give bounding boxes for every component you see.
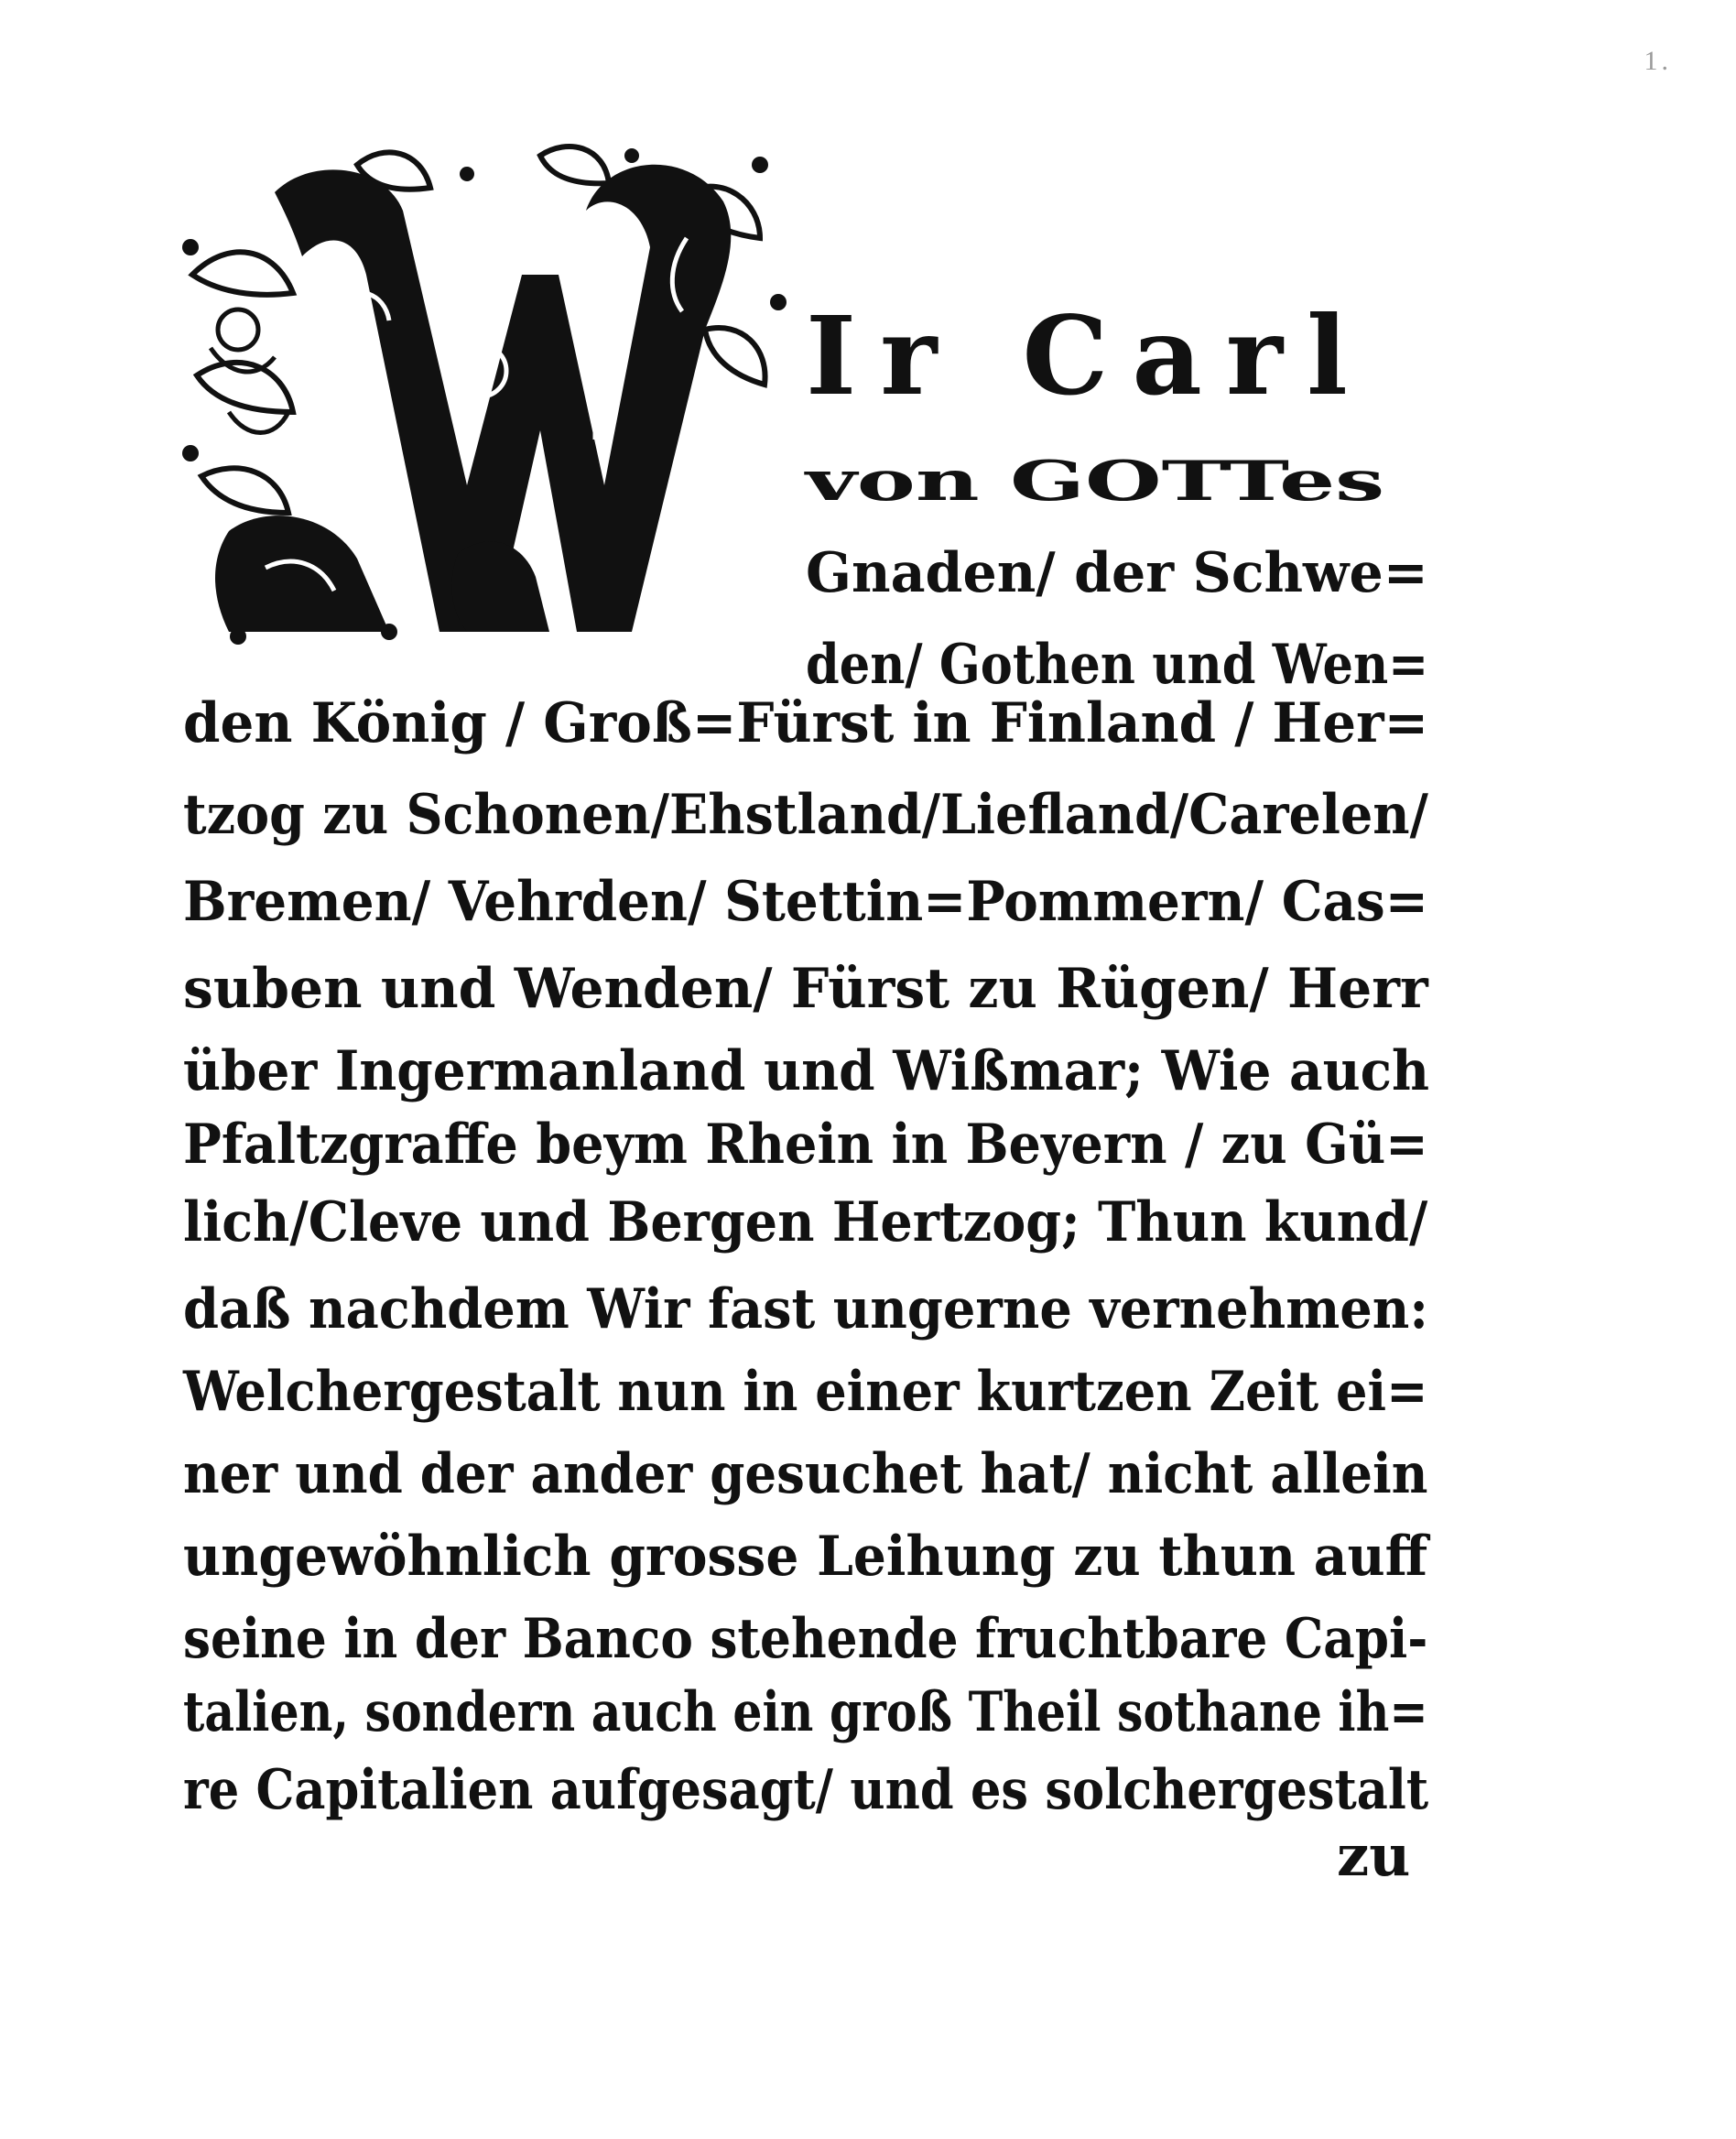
text-line: suben und Wenden/ Fürst zu Rügen/ Herr bbox=[183, 957, 1428, 1021]
text-line: den/ Gothen und Wen= bbox=[806, 633, 1429, 697]
text-line: lich/Cleve und Bergen Hertzog; Thun kund/ bbox=[183, 1190, 1428, 1254]
decorated-initial-w-icon bbox=[174, 137, 797, 655]
text-line: ungewöhnlich grosse Leihung zu thun auff bbox=[183, 1525, 1428, 1589]
heading-line: Ir Carl bbox=[806, 292, 1372, 419]
text-line: Welchergestalt nun in einer kurtzen Zeit ei= bbox=[183, 1360, 1428, 1424]
text-line: re Capitalien aufgesagt/ und es solchergestalt bbox=[183, 1758, 1429, 1822]
text-line: über Ingermanland und Wißmar; Wie auch bbox=[183, 1039, 1430, 1103]
catchword: zu bbox=[1337, 1822, 1411, 1889]
page-corner-mark: 1. bbox=[1644, 46, 1672, 76]
text-line: tzog zu Schonen/Ehstland/Liefland/Carelen/ bbox=[183, 783, 1428, 847]
text-line: von GOTTes bbox=[806, 450, 1385, 514]
text-line: daß nachdem Wir fast ungerne vernehmen: bbox=[183, 1277, 1428, 1341]
text-line: Pfaltzgraffe beym Rhein in Beyern / zu Gü= bbox=[183, 1113, 1428, 1177]
text-line: den König / Groß=Fürst in Finland / Her= bbox=[183, 691, 1429, 755]
text-line: ner und der ander gesuchet hat/ nicht allein bbox=[183, 1442, 1428, 1506]
text-line: seine in der Banco stehende fruchtbare Capi- bbox=[183, 1607, 1428, 1671]
text-line: Gnaden/ der Schwe= bbox=[806, 541, 1428, 605]
text-line: talien, sondern auch ein groß Theil sothane ih= bbox=[183, 1680, 1428, 1744]
text-line: Bremen/ Vehrden/ Stettin=Pommern/ Cas= bbox=[183, 870, 1428, 934]
